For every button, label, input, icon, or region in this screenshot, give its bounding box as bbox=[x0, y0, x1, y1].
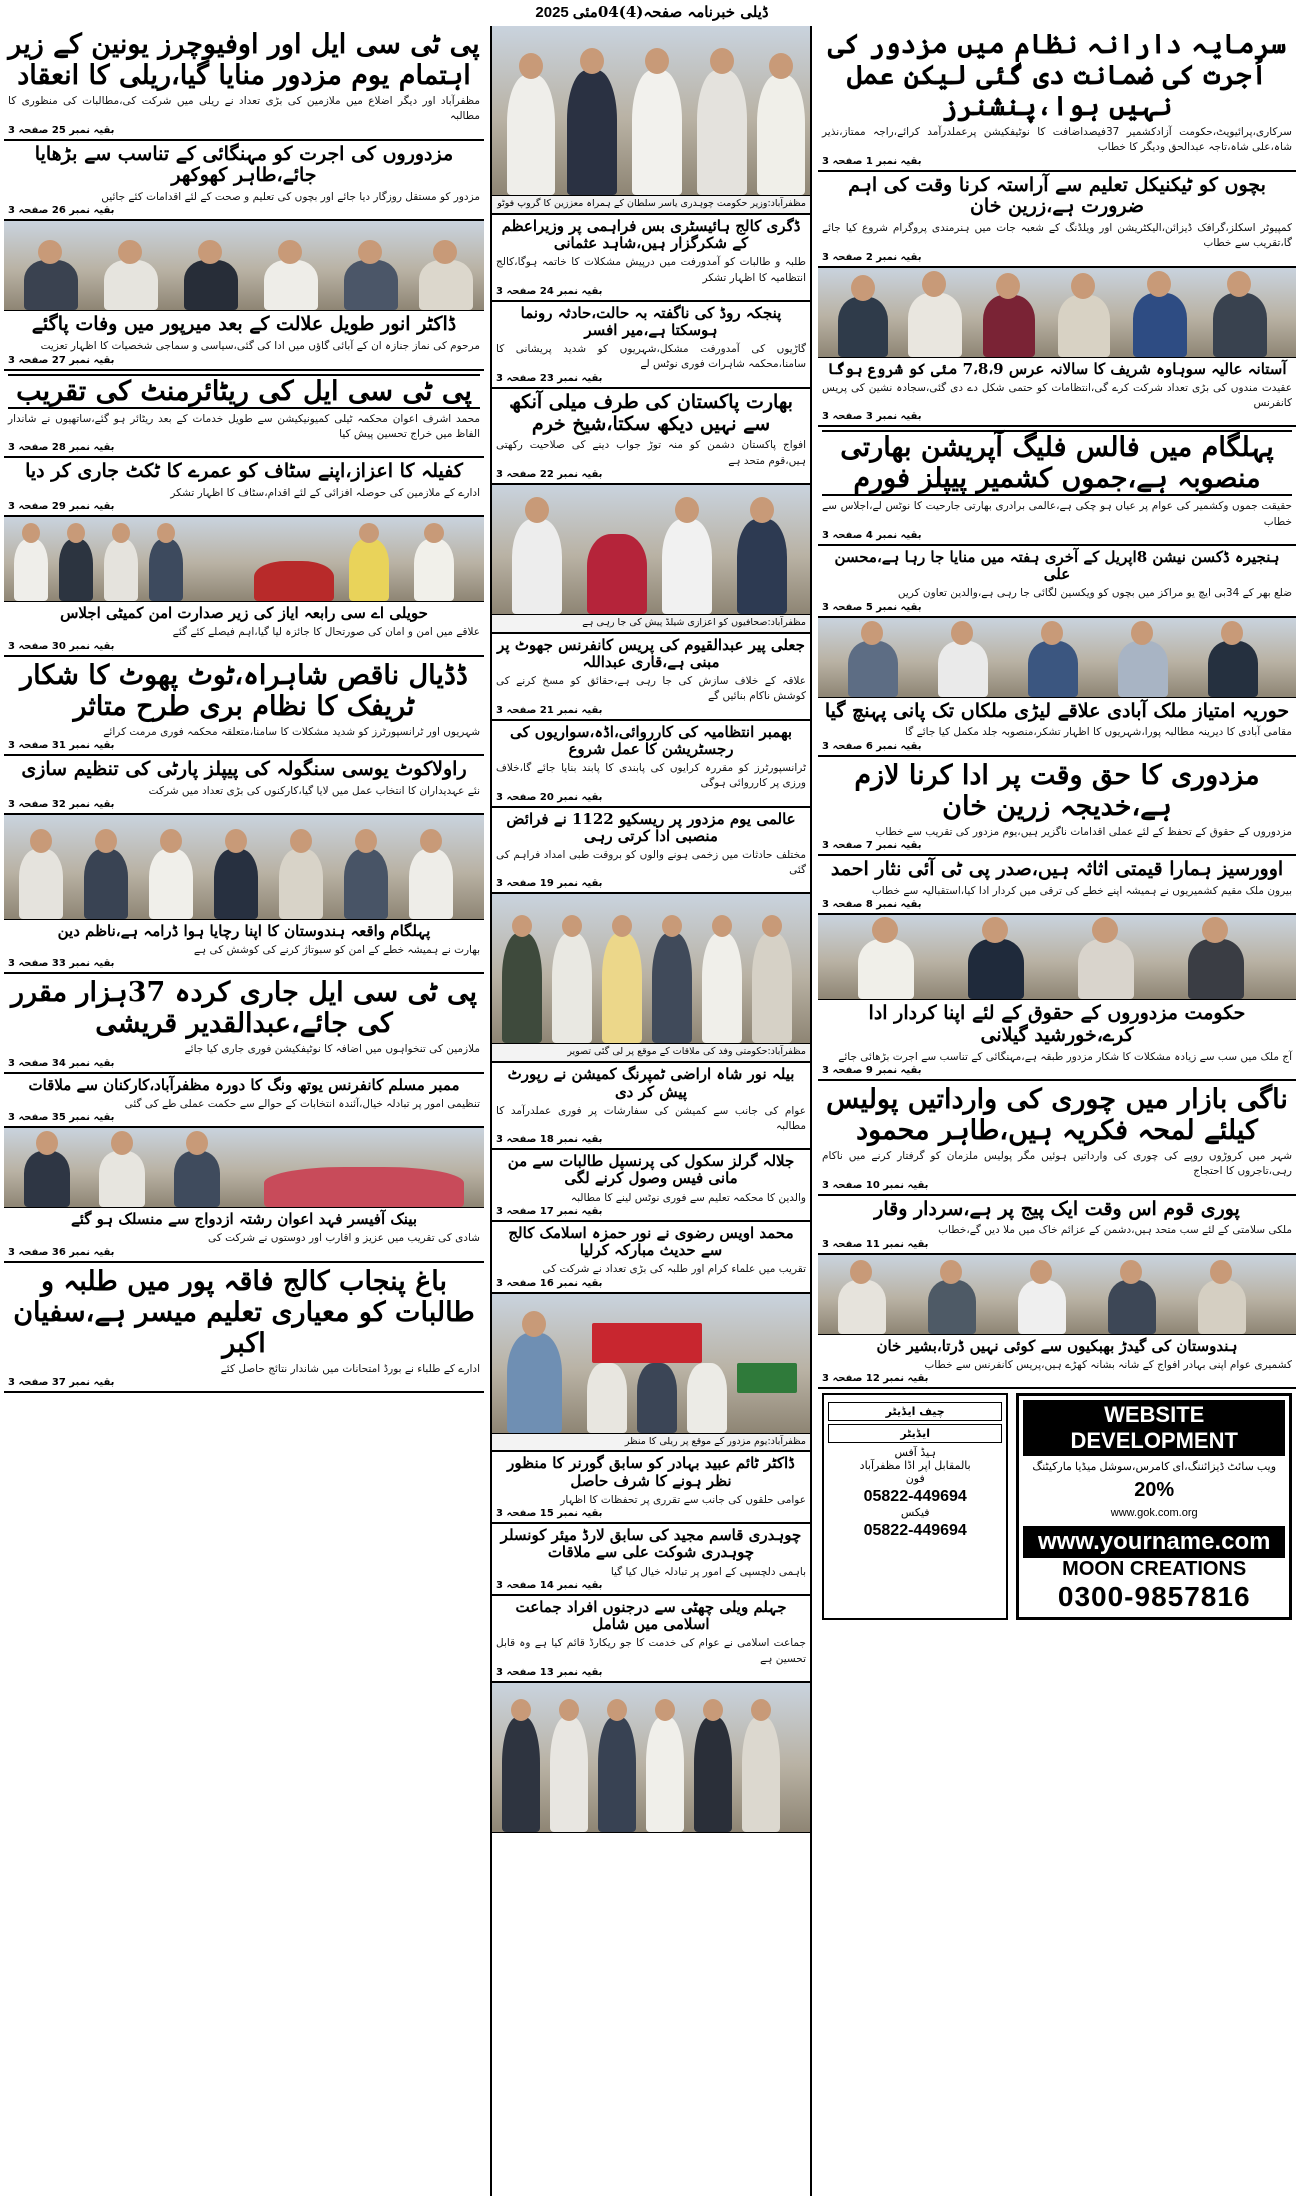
story-l4 bbox=[4, 371, 484, 458]
headline: ڈاکٹر انور طویل علالت کے بعد میرپور میں وفات پاگئے bbox=[31, 313, 457, 336]
story-body: بھارت نے ہمیشہ خطے کے امن کو سبوتاژ کرنے کی کوشش کی ہے bbox=[193, 944, 480, 957]
story-body: شہر میں کروڑوں روپے کی چوری کی وارداتیں ہوئیں مگر پولیس ملزمان کو گرفتار کرنے میں ناکام رہی،تاجروں کا احتجاج bbox=[822, 1150, 1292, 1178]
headline: بیلہ نور شاہ اراضی ٹمپرنگ کمیشن نے رپورٹ پیش کر دی bbox=[507, 1065, 795, 1101]
story-r6 bbox=[818, 698, 1296, 757]
story-r5 bbox=[818, 546, 1296, 618]
headline: اوورسیز ہمارا قیمتی اثاثہ ہیں،صدر پی ٹی آئی نثار احمد bbox=[830, 858, 1284, 881]
phone-number: 05822-449694 bbox=[863, 1488, 967, 1506]
headline: مزدوروں کی اجرت کو مہنگائی کے تناسب سے بڑھایا جائے،طاہر کھوکھر bbox=[34, 142, 454, 187]
continued-note: بقیہ نمبر 8 صفحہ 3 bbox=[822, 899, 922, 911]
headline: آستانہ عالیہ سوہاوہ شریف کا سالانہ عرس 7،8،9 مئی کو شروع ہوگا bbox=[827, 359, 1287, 378]
headline: بچوں کو ٹیکنیکل تعلیم سے آراستہ کرنا وقت کی اہم ضرورت ہے،زرین خان bbox=[848, 173, 1266, 218]
headline: پنجکہ روڈ کی ناگفتہ بہ حالت،حادثہ رونما ہوسکتا ہے،میر افسر bbox=[520, 303, 782, 339]
website-ad[interactable] bbox=[1016, 1393, 1292, 1620]
story-body: شہریوں اور ٹرانسپورٹرز کو شدید مشکلات کا سامنا،متعلقہ محکمہ فوری مرمت کرائے bbox=[103, 725, 480, 738]
story-c1 bbox=[492, 215, 810, 302]
story-c10 bbox=[492, 1452, 810, 1524]
story-body: جماعت اسلامی نے عوام کی خدمت کا جو ریکارڈ قائم کیا ہے وہ قابل تحسین ہے bbox=[496, 1637, 806, 1665]
story-c4 bbox=[492, 634, 810, 721]
photo-caption: مظفرآباد:وزیر حکومت چوہدری یاسر سلطان کے ہمراہ معززین کا گروپ فوٹو bbox=[492, 196, 810, 215]
ad-discount: 20% bbox=[1134, 1479, 1175, 1502]
bottom-boxes bbox=[818, 1389, 1296, 1624]
continued-note: بقیہ نمبر 14 صفحہ 3 bbox=[496, 1579, 603, 1591]
continued-note: بقیہ نمبر 16 صفحہ 3 bbox=[496, 1277, 603, 1289]
headline: بھمبر انتظامیہ کی کارروائی،اڈہ،سواریوں کی رجسٹریشن کا عمل شروع bbox=[509, 722, 793, 758]
fax-label: فیکس bbox=[900, 1506, 930, 1520]
headline: پی ٹی سی ایل اور اوفیوچرز یونین کے زیر اہتمام یوم مزدور منایا گیا،ریلی کا انعقاد bbox=[8, 29, 480, 92]
headline: ڈاکٹر ٹائم عبید بہادر کو سابق گورنر کا منظور نظر ہونے کا شرف حاصل bbox=[507, 1454, 795, 1490]
issue-date: 04مئی bbox=[572, 3, 619, 21]
story-body: مختلف حادثات میں زخمی ہونے والوں کو بروقت طبی امداد فراہم کی گئی bbox=[496, 849, 806, 877]
headline: جلالہ گرلز سکول کی پرنسپل طالبات سے من مانی فیس وصول کرنے لگی bbox=[507, 1152, 795, 1188]
story-body: تقریب میں علماء کرام اور طلبہ کی بڑی تعداد نے شرکت کی bbox=[542, 1263, 806, 1276]
headline: جہلم ویلی چھٹی سے درجنوں افراد جماعت اسلامی میں شامل bbox=[515, 1597, 787, 1634]
news-photo bbox=[4, 221, 484, 311]
story-body: مظفرآباد اور دیگر اضلاع میں ملازمین کی بڑی تعداد نے ریلی میں شرکت کی،مطالبات کی منظوری کا مطالبہ bbox=[8, 95, 480, 123]
continued-note: بقیہ نمبر 23 صفحہ 3 bbox=[496, 372, 603, 384]
continued-note: بقیہ نمبر 6 صفحہ 3 bbox=[822, 740, 922, 752]
story-body: والدین کا محکمہ تعلیم سے فوری نوٹس لینے کا مطالبہ bbox=[570, 1191, 806, 1204]
story-body: عوام کی جانب سے کمیشن کی سفارشات پر فوری عملدرآمد کا مطالبہ bbox=[496, 1104, 806, 1132]
story-l7 bbox=[4, 657, 484, 756]
photo-caption: مظفرآباد:حکومتی وفد کی ملاقات کے موقع پر لی گئی تصویر bbox=[492, 1044, 810, 1063]
continued-note: بقیہ نمبر 33 صفحہ 3 bbox=[8, 958, 115, 970]
news-photo bbox=[492, 1683, 810, 1833]
news-photo bbox=[492, 894, 810, 1044]
ad-line: ویب سائٹ ڈیزائننگ،ای کامرس،سوشل میڈیا مارکیٹنگ bbox=[1032, 1461, 1277, 1474]
story-l8 bbox=[4, 756, 484, 815]
headline: کفیلہ کا اعزاز،اپنے سٹاف کو عمرے کا ٹکٹ جاری کر دیا bbox=[25, 459, 463, 482]
story-l10 bbox=[4, 974, 484, 1073]
column-center bbox=[490, 26, 812, 2196]
continued-note: بقیہ نمبر 18 صفحہ 3 bbox=[496, 1134, 603, 1146]
story-l3 bbox=[4, 311, 484, 370]
story-c5 bbox=[492, 721, 810, 808]
story-body: ملازمین کی تنخواہوں میں اضافہ کا نوٹیفکیشن فوری جاری کیا جائے bbox=[184, 1043, 480, 1056]
story-body: مقامی آبادی کا دیرینہ مطالبہ پورا،شہریوں کا اظہار تشکر،منصوبہ جلد مکمل کیا جائے گا bbox=[905, 726, 1292, 739]
fax-number: 05822-449694 bbox=[863, 1522, 967, 1540]
story-body: تنظیمی امور پر تبادلہ خیال،آئندہ انتخابات کے حوالے سے حکمت عملی طے کی گئی bbox=[124, 1097, 480, 1110]
news-photo bbox=[492, 26, 810, 196]
story-body: مزدوروں کے حقوق کے تحفظ کے لئے عملی اقدامات ناگزیر ہیں،یوم مزدور کی تقریب سے خطاب bbox=[875, 825, 1292, 838]
headline: ہندوستان کی گیدڑ بھبکیوں سے کوئی نہیں ڈرتا،بشیر خان bbox=[876, 1336, 1238, 1355]
newspaper-page bbox=[4, 26, 1296, 2196]
continued-note: بقیہ نمبر 31 صفحہ 3 bbox=[8, 739, 115, 751]
continued-note: بقیہ نمبر 9 صفحہ 3 bbox=[822, 1064, 922, 1076]
headline: بھارت پاکستان کی طرف میلی آنکھ سے نہیں دیکھ سکتا،شیخ خرم bbox=[509, 390, 793, 435]
story-r9 bbox=[818, 1000, 1296, 1081]
story-body: علاقہ کے خلاف سازش کی جا رہی ہے،حقائق کو مسخ کرنے کی کوشش ناکام بنائیں گے bbox=[496, 675, 806, 703]
continued-note: بقیہ نمبر 22 صفحہ 3 bbox=[496, 468, 603, 480]
story-body: عقیدت مندوں کی بڑی تعداد شرکت کرے گی،انتظامات کو حتمی شکل دے دی گئی،سجادہ نشین کی پریس کانفرنس bbox=[822, 381, 1292, 410]
continued-note: بقیہ نمبر 19 صفحہ 3 bbox=[496, 878, 603, 890]
continued-note: بقیہ نمبر 37 صفحہ 3 bbox=[8, 1376, 115, 1388]
story-body: بیرون ملک مقیم کشمیریوں نے ہمیشہ اپنے خطے کی ترقی میں کردار ادا کیا،استقبالیہ سے خطاب bbox=[871, 884, 1292, 897]
headline: حکومت مزدوروں کے حقوق کے لئے اپنا کردار ادا کرے،خورشید گیلانی bbox=[868, 1002, 1246, 1046]
continued-note: بقیہ نمبر 1 صفحہ 3 bbox=[822, 155, 922, 167]
story-body: سرکاری،پرائیویٹ،حکومت آزادکشمیر 37فیصداضافت کا نوٹیفکیشن پرعملدرآمد کرائے،راجہ ممتاز،نذیر شاہ،علی شاہ،تاجہ عبدالحق ودیگر کا خطاب bbox=[822, 126, 1292, 154]
story-c11 bbox=[492, 1524, 810, 1596]
story-r2 bbox=[818, 172, 1296, 268]
story-l2 bbox=[4, 141, 484, 222]
headline: راولاکوٹ یوسی سنگولہ کی پیپلز پارٹی کی تنظیم سازی bbox=[21, 757, 467, 780]
story-body: باہمی دلچسپی کے امور پر تبادلہ خیال کیا گیا bbox=[610, 1565, 806, 1578]
story-body: عوامی حلقوں کی جانب سے تقرری پر تحفظات کا اظہار bbox=[560, 1493, 806, 1506]
continued-note: بقیہ نمبر 28 صفحہ 3 bbox=[8, 441, 115, 453]
story-r7 bbox=[818, 757, 1296, 856]
story-c12 bbox=[492, 1596, 810, 1683]
story-l1 bbox=[4, 26, 484, 141]
continued-note: بقیہ نمبر 30 صفحہ 3 bbox=[8, 640, 115, 652]
story-r4 bbox=[818, 427, 1296, 546]
headline: سرمایہ دارانہ نظام میں مزدور کی اُجرت کی ضمانت دی گئی لیکن عمل نہیں ہوا،پنشنرز bbox=[827, 29, 1287, 123]
column-right bbox=[818, 26, 1296, 2196]
story-body: محمد اشرف اعوان محکمہ ٹیلی کمیونیکیشن سے طویل خدمات کے بعد ریٹائر ہو گئے،ساتھیوں نے شاندار الفاظ میں خراج تحسین پیش کیا bbox=[8, 412, 480, 440]
continued-note: بقیہ نمبر 11 صفحہ 3 bbox=[822, 1238, 929, 1250]
story-body: ملکی سلامتی کے لئے سب متحد ہیں،دشمن کے عزائم خاک میں ملا دیں گے،خطاب bbox=[938, 1224, 1292, 1237]
story-body: کمپیوٹر اسکلز،گرافک ڈیزائن،الیکٹریشن اور ویلڈنگ کے شعبہ جات میں ہنرمندی پروگرام شروع کیا جائے گا،تقریب سے خطاب bbox=[822, 222, 1292, 250]
photo-caption: مظفرآباد:صحافیوں کو اعزازی شیلڈ پیش کی جا رہی ہے bbox=[492, 615, 810, 634]
phone-label: فون bbox=[905, 1472, 925, 1486]
story-body: نئے عہدیداران کا انتخاب عمل میں لایا گیا،کارکنوں کی بڑی تعداد میں شرکت bbox=[148, 784, 480, 797]
imprint-box bbox=[822, 1393, 1008, 1620]
chief-editor-label: چیف ایڈیٹر bbox=[828, 1402, 1002, 1421]
news-photo bbox=[4, 815, 484, 920]
story-c9 bbox=[492, 1222, 810, 1294]
continued-note: بقیہ نمبر 35 صفحہ 3 bbox=[8, 1112, 115, 1124]
editor-label: ایڈیٹر bbox=[828, 1424, 1002, 1443]
story-l6 bbox=[4, 602, 484, 656]
continued-note: بقیہ نمبر 21 صفحہ 3 bbox=[496, 704, 603, 716]
continued-note: بقیہ نمبر 29 صفحہ 3 bbox=[8, 501, 115, 513]
ad-brand: MOON CREATIONS bbox=[1062, 1557, 1247, 1580]
continued-note: بقیہ نمبر 26 صفحہ 3 bbox=[8, 205, 115, 217]
continued-note: بقیہ نمبر 27 صفحہ 3 bbox=[8, 354, 115, 366]
story-body: کشمیری عوام اپنی بہادر افواج کے شانہ بشانہ کھڑے ہیں،پریس کانفرنس سے خطاب bbox=[924, 1358, 1292, 1371]
news-photo bbox=[4, 517, 484, 602]
continued-note: بقیہ نمبر 5 صفحہ 3 bbox=[822, 601, 922, 613]
headline: ناگی بازار میں چوری کی وارداتیں پولیس کیلئے لمحہ فکریہ ہیں،طاہر محمود bbox=[826, 1083, 1288, 1147]
headline: ڈڈیال ناقص شاہراہ،ٹوٹ پھوٹ کا شکار ٹریفک کا نظام بری طرح متاثر bbox=[20, 659, 468, 722]
story-body: ادارے کے ملازمین کی حوصلہ افزائی کے لئے اقدام،سٹاف کا اظہار تشکر bbox=[170, 486, 480, 499]
story-l5 bbox=[4, 458, 484, 517]
photo-caption: مظفرآباد:یوم مزدور کے موقع پر ریلی کا منظر bbox=[492, 1434, 810, 1453]
continued-note: بقیہ نمبر 13 صفحہ 3 bbox=[496, 1666, 603, 1678]
story-c7 bbox=[492, 1063, 810, 1150]
headline: محمد اویس رضوی نے نور حمزہ اسلامک کالج سے حدیث مبارکہ کرلیا bbox=[508, 1223, 794, 1260]
paper-title: ڈیلی خبرنامہ صفحہ bbox=[643, 3, 769, 21]
story-body: مزدور کو مستقل روزگار دیا جائے اور بچوں کی تعلیم و صحت کے لئے اقدامات کئے جائیں bbox=[101, 191, 480, 204]
story-r3 bbox=[818, 358, 1296, 428]
continued-note: بقیہ نمبر 20 صفحہ 3 bbox=[496, 791, 603, 803]
headline: باغ پنجاب کالج فاقہ پور میں طلبہ و طالبات کو معیاری تعلیم میسر ہے،سفیان اکبر bbox=[13, 1265, 475, 1359]
ad-phone: 0300-9857816 bbox=[1057, 1580, 1251, 1612]
headline: مزدوری کا حق وقت پر ادا کرنا لازم ہے،خدیجہ زرین خان bbox=[854, 759, 1260, 822]
headline: ڈگری کالج ہائیسٹری بس فراہمی پر وزیراعظم کے شکرگزار ہیں،شاہد عثمانی bbox=[501, 216, 801, 253]
story-r8 bbox=[818, 856, 1296, 915]
continued-note: بقیہ نمبر 36 صفحہ 3 bbox=[8, 1246, 115, 1258]
story-body: ضلع بھر کے 34بی ایچ یو مراکز میں بچوں کو ویکسین لگائی جا رہی ہے،والدین تعاون کریں bbox=[897, 587, 1292, 600]
story-l9 bbox=[4, 920, 484, 974]
news-photo bbox=[818, 618, 1296, 698]
headline: پہلگام میں فالس فلیگ آپریشن بھارتی منصوبہ ہے،جموں کشمیر پیپلز فورم bbox=[822, 430, 1292, 496]
story-c3 bbox=[492, 389, 810, 485]
headline: ممبر مسلم کانفرنس یوتھ ونگ کا دورہ مظفرآباد،کارکنان سے ملاقات bbox=[28, 1075, 460, 1094]
story-body: طلبہ و طالبات کو آمدورفت میں درپیش مشکلات کا خاتمہ ہوگا،کالج انتظامیہ کا اظہار تشکر bbox=[496, 256, 806, 284]
continued-note: بقیہ نمبر 34 صفحہ 3 bbox=[8, 1057, 115, 1069]
ad-url: www.yourname.com bbox=[1023, 1526, 1285, 1558]
story-r12 bbox=[818, 1335, 1296, 1389]
issue-year: 2025 bbox=[535, 3, 569, 21]
continued-note: بقیہ نمبر 10 صفحہ 3 bbox=[822, 1179, 929, 1191]
page-number: (4) bbox=[618, 3, 644, 21]
story-body: گاڑیوں کی آمدورفت مشکل،شہریوں کو شدید پریشانی کا سامنا،محکمہ شاہرات فوری نوٹس لے bbox=[496, 343, 806, 371]
page-header bbox=[0, 0, 1300, 24]
story-c8 bbox=[492, 1150, 810, 1222]
headline: پہلگام واقعہ ہندوستان کا اپنا رچایا ہوا ڈرامہ ہے،ناظم دین bbox=[57, 921, 431, 940]
news-photo bbox=[818, 268, 1296, 358]
headline: پی ٹی سی ایل کی ریٹائرمنٹ کی تقریب bbox=[8, 374, 480, 409]
continued-note: بقیہ نمبر 24 صفحہ 3 bbox=[496, 285, 603, 297]
headline: ہنجیرہ ڈکسن نیشن 8اپریل کے آخری ہفتہ میں منایا جا رہا ہے،محسن علی bbox=[834, 547, 1280, 584]
story-body: شادی کی تقریب میں عزیز و اقارب اور دوستوں نے شرکت کی bbox=[208, 1232, 480, 1245]
story-body: افواج پاکستان دشمن کو منہ توڑ جواب دینے کی صلاحیت رکھتی ہیں،قوم متحد ہے bbox=[496, 439, 806, 467]
headline: چوہدری قاسم مجید کی سابق لارڈ میئر کونسلر چوہدری شوکت علی سے ملاقات bbox=[500, 1526, 802, 1562]
office-label: ہیڈ آفس bbox=[894, 1446, 936, 1460]
news-photo bbox=[818, 1255, 1296, 1335]
headline: عالمی یوم مزدور پر ریسکیو 1122 نے فرائض منصبی ادا کرتی رہی bbox=[506, 809, 796, 845]
story-c2 bbox=[492, 302, 810, 389]
continued-note: بقیہ نمبر 12 صفحہ 3 bbox=[822, 1373, 929, 1385]
office-address: بالمقابل اپر اڈا مظفرآباد bbox=[859, 1459, 971, 1473]
continued-note: بقیہ نمبر 7 صفحہ 3 bbox=[822, 840, 922, 852]
news-photo bbox=[492, 1294, 810, 1434]
news-photo bbox=[818, 915, 1296, 1000]
story-body: ٹرانسپورٹرز کو مقررہ کرایوں کی پابندی کا پابند بنایا جائے گا،خلاف ورزی پر کارروائی ہوگی bbox=[496, 762, 806, 790]
continued-note: بقیہ نمبر 17 صفحہ 3 bbox=[496, 1205, 603, 1217]
story-body: مرحوم کی نماز جنازہ ان کے آبائی گاؤں میں ادا کی گئی،سیاسی و سماجی شخصیات کا اظہار تعزیت bbox=[40, 340, 480, 353]
continued-note: بقیہ نمبر 3 صفحہ 3 bbox=[822, 411, 922, 423]
continued-note: بقیہ نمبر 32 صفحہ 3 bbox=[8, 798, 115, 810]
story-l11 bbox=[4, 1074, 484, 1128]
continued-note: بقیہ نمبر 2 صفحہ 3 bbox=[822, 251, 922, 263]
story-body: آج ملک میں سب سے زیادہ مشکلات کا شکار مزدور طبقہ ہے،مہنگائی کے تناسب سے اجرت بڑھائی جائے bbox=[838, 1050, 1292, 1063]
story-body: علاقے میں امن و امان کی صورتحال کا جائزہ لیا گیا،اہم فیصلے کئے گئے bbox=[172, 626, 480, 639]
headline: بینک آفیسر فہد اعوان رشتہ ازدواج سے منسلک ہو گئے bbox=[70, 1210, 418, 1229]
headline: پوری قوم اس وقت ایک پیج پر ہے،سردار وقار bbox=[874, 1197, 1240, 1220]
story-r10 bbox=[818, 1081, 1296, 1196]
headline: جعلی پیر عبدالقیوم کی پریس کانفرنس جھوٹ پر مبنی ہے،قاری عبداللہ bbox=[497, 635, 805, 671]
ad-title: WEBSITE DEVELOPMENT bbox=[1023, 1400, 1285, 1456]
story-c6 bbox=[492, 808, 810, 895]
news-photo bbox=[4, 1128, 484, 1208]
story-body: حقیقت جموں وکشمیر کی عوام پر عیاں ہو چکی ہے،عالمی برادری بھارتی جارحیت کا نوٹس لے،اجلاس سے خطاب bbox=[822, 500, 1292, 528]
story-r11 bbox=[818, 1196, 1296, 1255]
ad-site: www.gok.com.org bbox=[1110, 1507, 1198, 1520]
column-left bbox=[4, 26, 484, 2196]
headline: حوریہ امتیاز ملک آبادی علاقے لیڑی ملکاں تک پانی پہنچ گیا bbox=[824, 699, 1290, 722]
headline: پی ٹی سی ایل جاری کردہ 37ہزار مقرر کی جائے،عبدالقدیر قریشی bbox=[10, 977, 477, 1040]
story-r1 bbox=[818, 26, 1296, 172]
story-body: ادارے کے طلباء نے بورڈ امتحانات میں شاندار نتائج حاصل کئے bbox=[220, 1362, 480, 1375]
continued-note: بقیہ نمبر 15 صفحہ 3 bbox=[496, 1508, 603, 1520]
continued-note: بقیہ نمبر 25 صفحہ 3 bbox=[8, 124, 115, 136]
story-l13 bbox=[4, 1263, 484, 1393]
news-photo bbox=[492, 485, 810, 615]
story-l12 bbox=[4, 1208, 484, 1262]
headline: حویلی اے سی رابعہ ایاز کی زیر صدارت امن کمیٹی اجلاس bbox=[60, 604, 428, 623]
continued-note: بقیہ نمبر 4 صفحہ 3 bbox=[822, 529, 922, 541]
